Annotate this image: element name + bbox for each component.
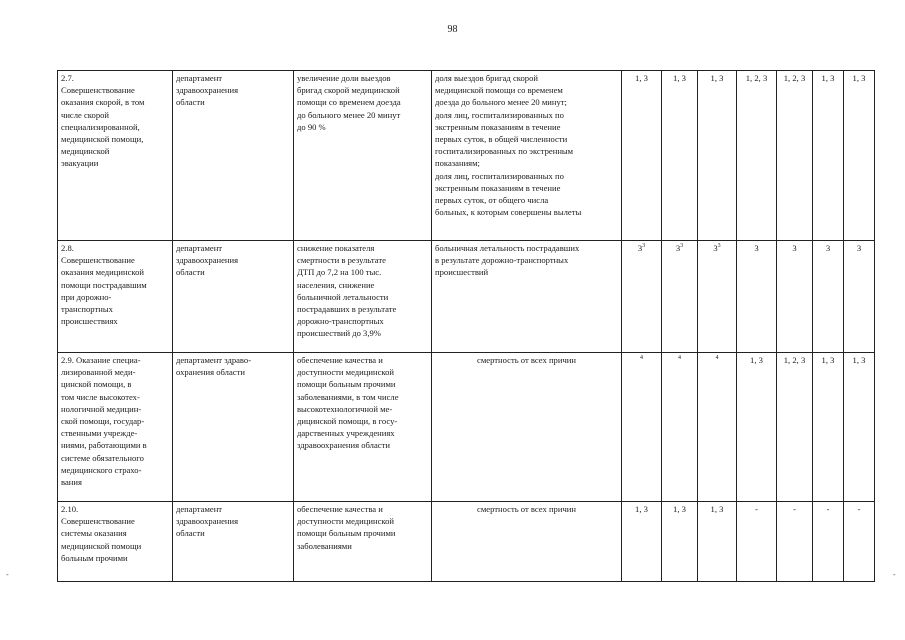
- year-value-cell: [813, 241, 844, 353]
- task-cell-line: медицинской помощи,: [61, 134, 144, 145]
- task-cell-line: происшествиях: [61, 316, 118, 327]
- executor-cell-line: департамент: [176, 504, 223, 514]
- result-cell-line: обеспечение качества и: [297, 504, 383, 514]
- task-cell-line: 2.7.: [61, 73, 74, 83]
- indicator-cell-line: медицинской помощи со временем: [435, 85, 563, 96]
- result-cell: [294, 353, 432, 502]
- year-value: -: [755, 504, 758, 514]
- year-value-cell: [844, 71, 875, 241]
- executor-cell-line: области: [176, 97, 205, 108]
- footnote-marker: 4: [715, 355, 719, 362]
- year-value: -: [793, 504, 796, 514]
- task-cell-line: числе скорой: [61, 109, 110, 120]
- result-cell-line: увеличение доли выездов: [297, 73, 391, 83]
- year-value-cell: [622, 353, 662, 502]
- indicator-cell-line: доля выездов бригад скорой: [435, 73, 538, 83]
- year-value: 1, 2, 3: [745, 73, 768, 83]
- year-value: 1, 3: [821, 355, 835, 365]
- indicator-cell-line: экстренным показаниям в течение: [435, 182, 561, 193]
- indicator-cell-line: больных, к которым совершены вылеты: [435, 207, 582, 218]
- year-value-cell: [777, 241, 813, 353]
- table-row: [58, 71, 875, 241]
- executor-cell: [173, 502, 294, 582]
- year-value-cell: [622, 502, 662, 582]
- executor-cell-line: департамент: [176, 73, 223, 83]
- indicator-cell-line: в результате дорожно-транспортных: [435, 255, 569, 266]
- table-row: [58, 241, 875, 353]
- year-value-cell: [622, 241, 662, 353]
- year-value: 1, 3: [750, 355, 763, 365]
- task-cell-line: больным прочими: [61, 552, 128, 563]
- task-cell-line: специализированной,: [61, 121, 140, 132]
- footnote-marker: 3: [642, 243, 646, 250]
- result-cell-line: больничной летальности: [297, 291, 389, 302]
- indicator-cell-line: госпитализированных по экстренным: [435, 146, 574, 157]
- year-value: 1, 3: [852, 355, 866, 365]
- result-cell: [294, 502, 432, 582]
- task-cell-line: оказания скорой, в том: [61, 97, 145, 108]
- indicator-cell-line: экстренным показаниям в течение: [435, 121, 561, 132]
- result-cell-line: смертности в результате: [297, 255, 386, 266]
- task-cell-line: помощи пострадавшим: [61, 279, 147, 290]
- year-value-cell: [777, 502, 813, 582]
- executor-cell: [173, 241, 294, 353]
- task-cell-line: ской помощи, государ-: [61, 416, 145, 427]
- year-value: 1, 3: [710, 504, 724, 514]
- year-value: 1, 3: [852, 73, 866, 83]
- footnote-marker: 4: [640, 355, 643, 362]
- year-value-cell: [737, 353, 777, 502]
- result-cell-line: до 90 %: [297, 121, 326, 132]
- year-value: 3: [754, 243, 759, 253]
- year-value-cell: [737, 502, 777, 582]
- result-cell-line: доступности медицинской: [297, 367, 395, 378]
- task-cell-line: транспортных: [61, 304, 113, 315]
- result-cell-line: дицинской помощи, в госу-: [297, 416, 398, 427]
- task-cell-line: вания: [61, 477, 82, 488]
- year-value-cell: [844, 353, 875, 502]
- indicator-cell-line: первых суток, в общей численности: [435, 134, 568, 145]
- year-value-cell: [737, 241, 777, 353]
- executor-cell-line: области: [176, 267, 205, 278]
- year-value-cell: [662, 71, 698, 241]
- year-value-cell: [662, 353, 698, 502]
- result-cell-line: доступности медицинской: [297, 516, 395, 527]
- executor-cell: [173, 71, 294, 241]
- year-value: -: [857, 504, 861, 514]
- year-value: 1, 3: [673, 504, 686, 514]
- executor-cell-line: области: [176, 528, 205, 539]
- year-value-cell: [698, 502, 737, 582]
- result-cell-line: снижение показателя: [297, 243, 375, 253]
- indicator-cell: [432, 502, 622, 582]
- indicator-cell: [432, 241, 622, 353]
- year-value-cell: [662, 502, 698, 582]
- task-cell-line: ственными учрежде-: [61, 428, 138, 439]
- year-value: 1, 3: [710, 73, 724, 83]
- result-cell-line: высокотехнологичной ме-: [297, 403, 393, 414]
- indicator-cell-line: доля лиц, госпитализированных по: [435, 170, 564, 181]
- executor-cell-line: здравоохранения: [176, 85, 239, 96]
- indicator-cell-line: доля лиц, госпитализированных по: [435, 109, 564, 120]
- indicator-cell-line: смертность от всех причин: [477, 504, 576, 514]
- indicator-cell-line: доезда до больного менее 20 минут;: [435, 97, 567, 108]
- result-cell-line: обеспечение качества и: [297, 355, 383, 365]
- year-value-cell: [737, 71, 777, 241]
- task-cell-line: системы оказания: [61, 528, 127, 539]
- indicator-cell-line: смертность от всех причин: [477, 355, 576, 365]
- year-value: 1, 3: [673, 73, 686, 83]
- table-row: [58, 502, 875, 582]
- footnote-marker: 3: [680, 243, 684, 250]
- crop-mark-left: -: [6, 570, 9, 579]
- year-value-cell: [698, 241, 737, 353]
- year-value: 1, 3: [635, 504, 648, 514]
- result-cell-line: дорожно-транспортных: [297, 316, 384, 327]
- task-cell-line: ниями, работающими в: [61, 440, 147, 451]
- indicator-cell: [432, 353, 622, 502]
- year-value-cell: [813, 502, 844, 582]
- indicator-cell-line: показаниям;: [435, 158, 480, 169]
- task-cell-line: лизированной меди-: [61, 367, 136, 378]
- executor-cell: [173, 353, 294, 502]
- task-cell-line: медицинской помощи: [61, 540, 142, 551]
- year-value: 3: [856, 243, 862, 253]
- indicator-cell-line: больничная летальность пострадавших: [435, 243, 580, 253]
- task-cell-line: том числе высокотех-: [61, 391, 140, 402]
- task-cell: [58, 502, 173, 582]
- task-cell-line: Совершенствование: [61, 516, 135, 527]
- task-cell-line: цинской помощи, в: [61, 379, 132, 390]
- task-cell-line: 2.8.: [61, 243, 74, 253]
- year-value: 3: [675, 243, 681, 253]
- result-cell-line: дарственных учреждениях: [297, 428, 395, 439]
- result-cell-line: помощи со временем доезда: [297, 97, 401, 108]
- crop-mark-right: -: [893, 570, 896, 579]
- year-value: -: [826, 504, 830, 514]
- year-value: 3: [713, 243, 718, 253]
- task-cell-line: медицинской: [61, 146, 110, 157]
- year-value: 1, 3: [635, 73, 648, 83]
- year-value: 1, 2, 3: [783, 73, 806, 83]
- year-value-cell: [844, 241, 875, 353]
- indicator-cell-line: происшествий: [435, 267, 489, 278]
- task-cell-line: Совершенствование: [61, 85, 135, 96]
- result-cell-line: населения, снижение: [297, 279, 375, 290]
- year-value: 3: [792, 243, 797, 253]
- year-value-cell: [844, 502, 875, 582]
- table-row: [58, 353, 875, 502]
- result-cell-line: заболеваниями, в том числе: [297, 391, 399, 402]
- task-cell: [58, 71, 173, 241]
- year-value: 3: [637, 243, 643, 253]
- year-value-cell: [698, 71, 737, 241]
- result-cell: [294, 241, 432, 353]
- year-value: 1, 3: [821, 73, 835, 83]
- task-cell-line: оказания медицинской: [61, 267, 145, 278]
- indicator-cell: [432, 71, 622, 241]
- result-cell: [294, 71, 432, 241]
- executor-cell-line: здравоохранения: [176, 516, 239, 527]
- task-cell: [58, 353, 173, 502]
- result-cell-line: здравоохранения области: [297, 440, 390, 451]
- task-cell-line: при дорожно-: [61, 291, 112, 302]
- task-cell-line: нологичной медицин-: [61, 403, 142, 414]
- year-value-cell: [662, 241, 698, 353]
- footnote-marker: 4: [678, 355, 681, 362]
- task-cell-line: 2.9. Оказание специа-: [61, 355, 141, 365]
- year-value-cell: [622, 71, 662, 241]
- result-cell-line: происшествий до 3,9%: [297, 328, 381, 339]
- footnote-marker: 3: [717, 243, 721, 250]
- executor-cell-line: департамент здраво-: [176, 355, 252, 365]
- program-table: [57, 70, 875, 582]
- page-number: 98: [447, 24, 458, 35]
- result-cell-line: помощи больным прочими: [297, 379, 396, 390]
- year-value-cell: [777, 71, 813, 241]
- result-cell-line: до больного менее 20 минут: [297, 109, 401, 120]
- year-value: 1, 2, 3: [783, 355, 806, 365]
- year-value: 3: [825, 243, 831, 253]
- year-value-cell: [813, 71, 844, 241]
- result-cell-line: заболеваниями: [297, 540, 352, 551]
- year-value-cell: [698, 353, 737, 502]
- task-cell-line: Совершенствование: [61, 255, 135, 266]
- year-value-cell: [813, 353, 844, 502]
- result-cell-line: помощи больным прочими: [297, 528, 396, 539]
- executor-cell-line: департамент: [176, 243, 223, 253]
- task-cell-line: эвакуации: [61, 158, 99, 169]
- indicator-cell-line: первых суток, от общего числа: [435, 195, 549, 206]
- result-cell-line: ДТП до 7,2 на 100 тыс.: [297, 267, 382, 278]
- task-cell-line: 2.10.: [61, 504, 79, 514]
- executor-cell-line: здравоохранения: [176, 255, 239, 266]
- result-cell-line: пострадавших в результате: [297, 304, 397, 315]
- result-cell-line: бригад скорой медицинской: [297, 85, 400, 96]
- executor-cell-line: охранения области: [176, 367, 245, 378]
- task-cell-line: системе обязательного: [61, 452, 144, 463]
- task-cell-line: медицинского страхо-: [61, 464, 142, 475]
- year-value-cell: [777, 353, 813, 502]
- task-cell: [58, 241, 173, 353]
